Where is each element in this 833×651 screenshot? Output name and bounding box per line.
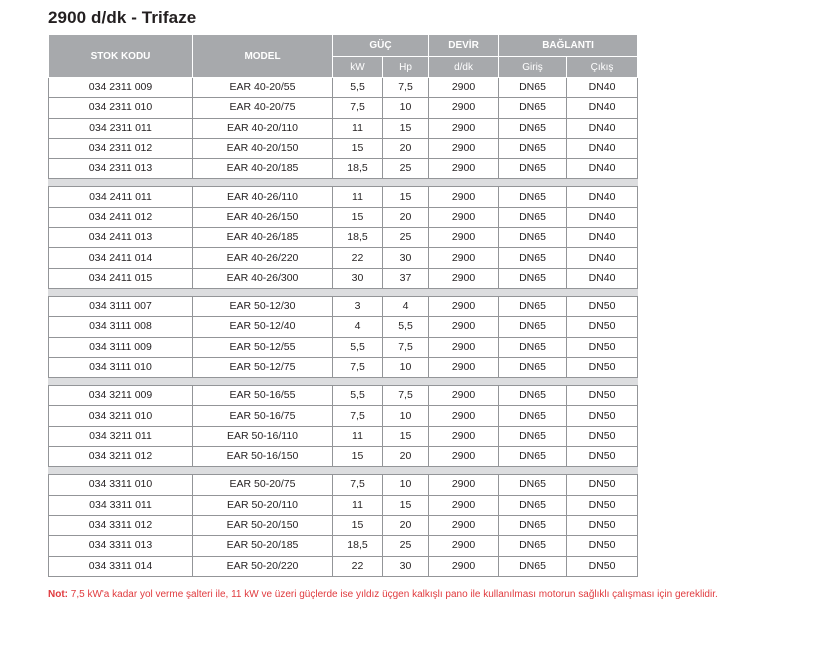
cell-giris: DN65 bbox=[499, 207, 567, 227]
cell-kw: 5,5 bbox=[333, 78, 383, 98]
cell-giris: DN65 bbox=[499, 357, 567, 377]
cell-devir: 2900 bbox=[429, 357, 499, 377]
cell-kw: 15 bbox=[333, 207, 383, 227]
cell-devir: 2900 bbox=[429, 207, 499, 227]
group-separator bbox=[49, 288, 638, 296]
group-separator bbox=[49, 179, 638, 187]
cell-kw: 5,5 bbox=[333, 337, 383, 357]
cell-model: EAR 40-26/220 bbox=[193, 248, 333, 268]
cell-giris: DN65 bbox=[499, 248, 567, 268]
cell-stok-kodu: 034 2311 013 bbox=[49, 159, 193, 179]
table-row bbox=[49, 337, 638, 357]
cell-hp: 15 bbox=[383, 426, 429, 446]
cell-hp: 30 bbox=[383, 248, 429, 268]
cell-hp: 20 bbox=[383, 138, 429, 158]
cell-hp: 37 bbox=[383, 268, 429, 288]
cell-model: EAR 50-12/30 bbox=[193, 296, 333, 316]
cell-kw: 22 bbox=[333, 556, 383, 576]
cell-giris: DN65 bbox=[499, 556, 567, 576]
header-baglanti: BAĞLANTI bbox=[499, 35, 638, 57]
cell-devir: 2900 bbox=[429, 515, 499, 535]
cell-giris: DN65 bbox=[499, 475, 567, 495]
cell-kw: 18,5 bbox=[333, 536, 383, 556]
cell-devir: 2900 bbox=[429, 317, 499, 337]
cell-model: EAR 50-20/220 bbox=[193, 556, 333, 576]
table-row bbox=[49, 159, 638, 179]
cell-kw: 7,5 bbox=[333, 98, 383, 118]
cell-model: EAR 50-12/55 bbox=[193, 337, 333, 357]
cell-devir: 2900 bbox=[429, 475, 499, 495]
cell-model: EAR 50-16/150 bbox=[193, 447, 333, 467]
table-row bbox=[49, 556, 638, 576]
cell-kw: 11 bbox=[333, 187, 383, 207]
cell-stok-kodu: 034 3211 012 bbox=[49, 447, 193, 467]
cell-devir: 2900 bbox=[429, 296, 499, 316]
cell-hp: 25 bbox=[383, 536, 429, 556]
cell-stok-kodu: 034 2311 012 bbox=[49, 138, 193, 158]
table-row bbox=[49, 536, 638, 556]
cell-cikis: DN40 bbox=[567, 118, 638, 138]
cell-hp: 25 bbox=[383, 159, 429, 179]
cell-giris: DN65 bbox=[499, 78, 567, 98]
group-separator bbox=[49, 467, 638, 475]
cell-cikis: DN50 bbox=[567, 495, 638, 515]
cell-giris: DN65 bbox=[499, 447, 567, 467]
table-row bbox=[49, 515, 638, 535]
cell-hp: 30 bbox=[383, 556, 429, 576]
cell-stok-kodu: 034 3311 012 bbox=[49, 515, 193, 535]
cell-kw: 7,5 bbox=[333, 475, 383, 495]
cell-giris: DN65 bbox=[499, 317, 567, 337]
cell-stok-kodu: 034 3211 009 bbox=[49, 386, 193, 406]
cell-cikis: DN40 bbox=[567, 138, 638, 158]
cell-hp: 10 bbox=[383, 406, 429, 426]
cell-giris: DN65 bbox=[499, 536, 567, 556]
cell-hp: 20 bbox=[383, 515, 429, 535]
cell-stok-kodu: 034 3111 009 bbox=[49, 337, 193, 357]
cell-stok-kodu: 034 3311 014 bbox=[49, 556, 193, 576]
cell-cikis: DN50 bbox=[567, 296, 638, 316]
cell-model: EAR 50-12/75 bbox=[193, 357, 333, 377]
cell-kw: 15 bbox=[333, 447, 383, 467]
cell-kw: 15 bbox=[333, 515, 383, 535]
cell-kw: 18,5 bbox=[333, 228, 383, 248]
cell-devir: 2900 bbox=[429, 118, 499, 138]
cell-kw: 3 bbox=[333, 296, 383, 316]
cell-cikis: DN40 bbox=[567, 98, 638, 118]
separator-cell bbox=[49, 179, 638, 187]
cell-giris: DN65 bbox=[499, 118, 567, 138]
cell-model: EAR 50-20/75 bbox=[193, 475, 333, 495]
cell-kw: 15 bbox=[333, 138, 383, 158]
cell-hp: 10 bbox=[383, 475, 429, 495]
cell-model: EAR 40-20/55 bbox=[193, 78, 333, 98]
cell-devir: 2900 bbox=[429, 98, 499, 118]
cell-kw: 11 bbox=[333, 426, 383, 446]
table-row bbox=[49, 406, 638, 426]
table-row bbox=[49, 426, 638, 446]
cell-hp: 4 bbox=[383, 296, 429, 316]
table-row bbox=[49, 357, 638, 377]
cell-model: EAR 40-26/185 bbox=[193, 228, 333, 248]
cell-devir: 2900 bbox=[429, 187, 499, 207]
cell-kw: 11 bbox=[333, 495, 383, 515]
table-row bbox=[49, 447, 638, 467]
cell-hp: 7,5 bbox=[383, 337, 429, 357]
cell-model: EAR 40-20/110 bbox=[193, 118, 333, 138]
cell-model: EAR 50-16/75 bbox=[193, 406, 333, 426]
cell-giris: DN65 bbox=[499, 386, 567, 406]
cell-hp: 7,5 bbox=[383, 78, 429, 98]
header-stok-kodu: STOK KODU bbox=[49, 35, 193, 78]
cell-cikis: DN40 bbox=[567, 268, 638, 288]
cell-model: EAR 40-20/75 bbox=[193, 98, 333, 118]
cell-model: EAR 50-20/150 bbox=[193, 515, 333, 535]
table-row bbox=[49, 495, 638, 515]
table-row bbox=[49, 248, 638, 268]
cell-devir: 2900 bbox=[429, 386, 499, 406]
table-body bbox=[49, 78, 638, 577]
cell-stok-kodu: 034 3111 008 bbox=[49, 317, 193, 337]
cell-kw: 7,5 bbox=[333, 406, 383, 426]
cell-devir: 2900 bbox=[429, 406, 499, 426]
table-row bbox=[49, 475, 638, 495]
cell-devir: 2900 bbox=[429, 447, 499, 467]
cell-stok-kodu: 034 3111 010 bbox=[49, 357, 193, 377]
header-model: MODEL bbox=[193, 35, 333, 78]
table-row bbox=[49, 207, 638, 227]
cell-model: EAR 50-16/55 bbox=[193, 386, 333, 406]
table-row bbox=[49, 228, 638, 248]
cell-stok-kodu: 034 3111 007 bbox=[49, 296, 193, 316]
footnote bbox=[48, 589, 718, 600]
cell-cikis: DN50 bbox=[567, 447, 638, 467]
cell-giris: DN65 bbox=[499, 187, 567, 207]
cell-model: EAR 40-20/185 bbox=[193, 159, 333, 179]
cell-hp: 25 bbox=[383, 228, 429, 248]
cell-giris: DN65 bbox=[499, 426, 567, 446]
cell-kw: 4 bbox=[333, 317, 383, 337]
cell-model: EAR 40-20/150 bbox=[193, 138, 333, 158]
table-row bbox=[49, 187, 638, 207]
cell-kw: 7,5 bbox=[333, 357, 383, 377]
cell-cikis: DN50 bbox=[567, 536, 638, 556]
table-header bbox=[49, 35, 638, 78]
cell-kw: 5,5 bbox=[333, 386, 383, 406]
header-ddk: d/dk bbox=[429, 57, 499, 78]
cell-hp: 15 bbox=[383, 187, 429, 207]
product-table bbox=[48, 34, 638, 577]
cell-devir: 2900 bbox=[429, 536, 499, 556]
cell-cikis: DN50 bbox=[567, 406, 638, 426]
header-cikis: Çıkış bbox=[567, 57, 638, 78]
cell-stok-kodu: 034 2411 012 bbox=[49, 207, 193, 227]
cell-cikis: DN50 bbox=[567, 475, 638, 495]
header-guc: GÜÇ bbox=[333, 35, 429, 57]
cell-kw: 22 bbox=[333, 248, 383, 268]
cell-giris: DN65 bbox=[499, 296, 567, 316]
cell-stok-kodu: 034 2411 013 bbox=[49, 228, 193, 248]
cell-stok-kodu: 034 2311 010 bbox=[49, 98, 193, 118]
table-row bbox=[49, 78, 638, 98]
cell-model: EAR 50-20/110 bbox=[193, 495, 333, 515]
table-row bbox=[49, 268, 638, 288]
cell-giris: DN65 bbox=[499, 406, 567, 426]
cell-cikis: DN40 bbox=[567, 248, 638, 268]
cell-model: EAR 50-20/185 bbox=[193, 536, 333, 556]
cell-stok-kodu: 034 3311 013 bbox=[49, 536, 193, 556]
separator-cell bbox=[49, 288, 638, 296]
cell-cikis: DN50 bbox=[567, 426, 638, 446]
header-devir: DEVİR bbox=[429, 35, 499, 57]
cell-hp: 7,5 bbox=[383, 386, 429, 406]
cell-devir: 2900 bbox=[429, 268, 499, 288]
cell-cikis: DN50 bbox=[567, 515, 638, 535]
cell-stok-kodu: 034 2411 014 bbox=[49, 248, 193, 268]
cell-stok-kodu: 034 3211 010 bbox=[49, 406, 193, 426]
cell-hp: 20 bbox=[383, 447, 429, 467]
cell-hp: 15 bbox=[383, 495, 429, 515]
table-row bbox=[49, 138, 638, 158]
cell-stok-kodu: 034 2311 009 bbox=[49, 78, 193, 98]
cell-devir: 2900 bbox=[429, 78, 499, 98]
cell-cikis: DN40 bbox=[567, 228, 638, 248]
cell-giris: DN65 bbox=[499, 138, 567, 158]
cell-hp: 20 bbox=[383, 207, 429, 227]
cell-kw: 30 bbox=[333, 268, 383, 288]
table-row bbox=[49, 317, 638, 337]
cell-cikis: DN50 bbox=[567, 556, 638, 576]
cell-model: EAR 40-26/110 bbox=[193, 187, 333, 207]
cell-devir: 2900 bbox=[429, 556, 499, 576]
cell-cikis: DN40 bbox=[567, 159, 638, 179]
cell-model: EAR 40-26/300 bbox=[193, 268, 333, 288]
cell-giris: DN65 bbox=[499, 98, 567, 118]
table-row bbox=[49, 118, 638, 138]
cell-devir: 2900 bbox=[429, 495, 499, 515]
cell-cikis: DN50 bbox=[567, 317, 638, 337]
cell-kw: 18,5 bbox=[333, 159, 383, 179]
header-giris: Giriş bbox=[499, 57, 567, 78]
cell-giris: DN65 bbox=[499, 228, 567, 248]
cell-devir: 2900 bbox=[429, 426, 499, 446]
cell-stok-kodu: 034 2311 011 bbox=[49, 118, 193, 138]
table-row bbox=[49, 296, 638, 316]
cell-stok-kodu: 034 3311 010 bbox=[49, 475, 193, 495]
cell-giris: DN65 bbox=[499, 159, 567, 179]
group-separator bbox=[49, 378, 638, 386]
cell-devir: 2900 bbox=[429, 159, 499, 179]
cell-model: EAR 50-12/40 bbox=[193, 317, 333, 337]
cell-cikis: DN50 bbox=[567, 386, 638, 406]
cell-devir: 2900 bbox=[429, 228, 499, 248]
cell-stok-kodu: 034 3211 011 bbox=[49, 426, 193, 446]
cell-stok-kodu: 034 2411 011 bbox=[49, 187, 193, 207]
table-row bbox=[49, 386, 638, 406]
cell-hp: 5,5 bbox=[383, 317, 429, 337]
separator-cell bbox=[49, 378, 638, 386]
cell-cikis: DN40 bbox=[567, 187, 638, 207]
note-label: Not: bbox=[48, 589, 68, 600]
cell-giris: DN65 bbox=[499, 268, 567, 288]
cell-devir: 2900 bbox=[429, 337, 499, 357]
header-hp: Hp bbox=[383, 57, 429, 78]
cell-devir: 2900 bbox=[429, 138, 499, 158]
cell-cikis: DN50 bbox=[567, 337, 638, 357]
table-row bbox=[49, 98, 638, 118]
separator-cell bbox=[49, 467, 638, 475]
note-text: 7,5 kW'a kadar yol verme şalteri ile, 11 kW ve üzeri güçlerde ise yıldız üçgen kalkışlı pano ile kullanılması motorun sağlıklı çalışması için gereklidir. bbox=[68, 589, 718, 600]
cell-devir: 2900 bbox=[429, 248, 499, 268]
cell-cikis: DN50 bbox=[567, 357, 638, 377]
page-title: 2900 d/dk - Trifaze bbox=[48, 8, 197, 27]
header-kw: kW bbox=[333, 57, 383, 78]
cell-giris: DN65 bbox=[499, 495, 567, 515]
cell-hp: 10 bbox=[383, 98, 429, 118]
cell-cikis: DN40 bbox=[567, 207, 638, 227]
cell-model: EAR 40-26/150 bbox=[193, 207, 333, 227]
cell-kw: 11 bbox=[333, 118, 383, 138]
cell-hp: 15 bbox=[383, 118, 429, 138]
cell-giris: DN65 bbox=[499, 337, 567, 357]
cell-hp: 10 bbox=[383, 357, 429, 377]
cell-cikis: DN40 bbox=[567, 78, 638, 98]
cell-stok-kodu: 034 3311 011 bbox=[49, 495, 193, 515]
cell-model: EAR 50-16/110 bbox=[193, 426, 333, 446]
cell-stok-kodu: 034 2411 015 bbox=[49, 268, 193, 288]
cell-giris: DN65 bbox=[499, 515, 567, 535]
